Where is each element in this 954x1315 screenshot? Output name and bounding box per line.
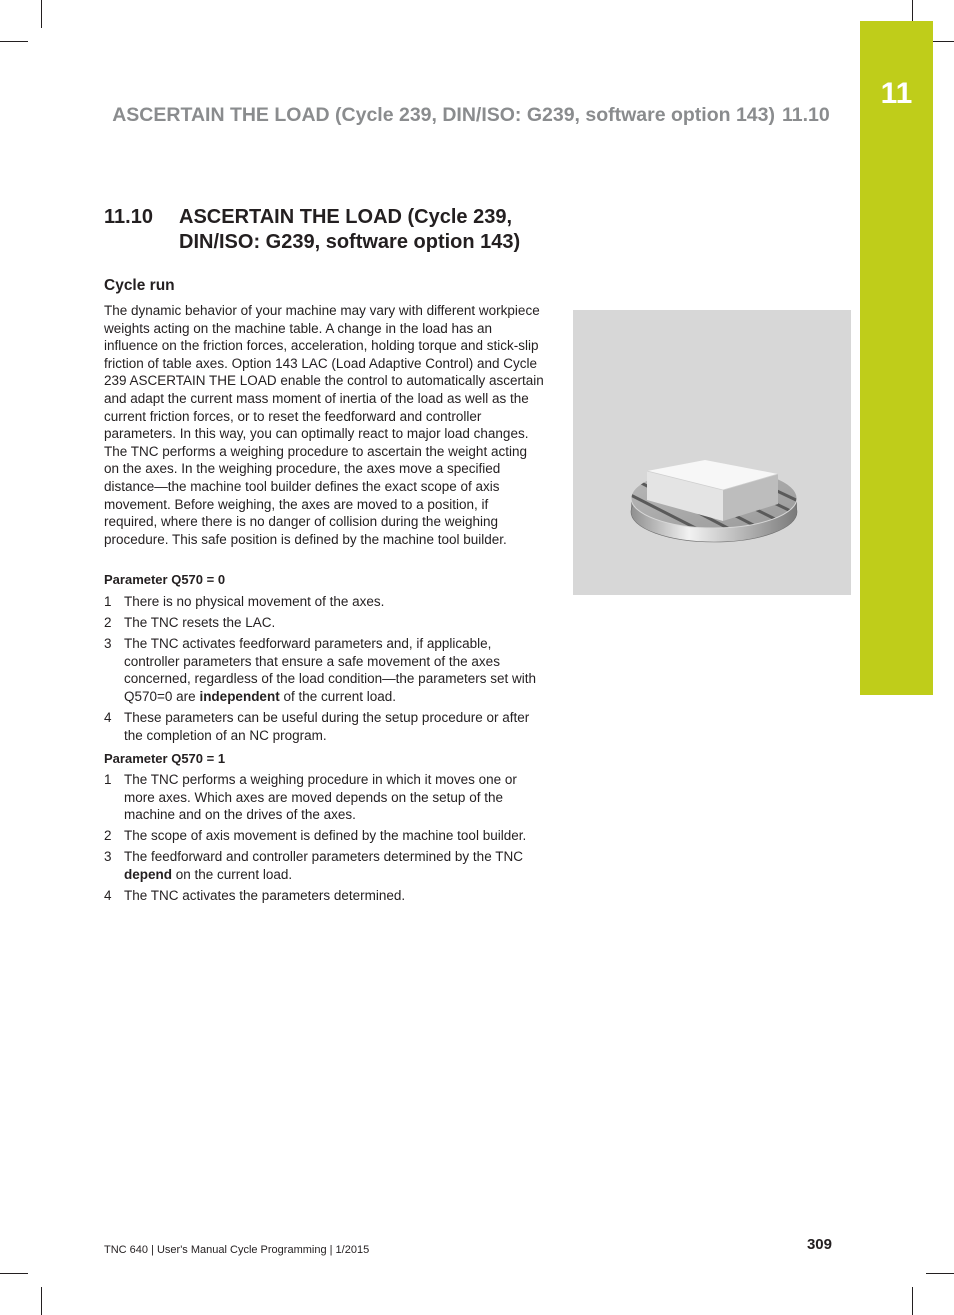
list-item: 1 The TNC performs a weighing procedure in which it moves one or more axes. Which axes are moved depends on the setup of the machine and on the drives of the axes.	[104, 772, 517, 823]
list-item: 1 There is no physical movement of the axes.	[104, 594, 385, 609]
chapter-tab	[860, 21, 933, 695]
section-title: ASCERTAIN THE LOAD (Cycle 239, DIN/ISO: G239, software option 143)	[179, 206, 521, 253]
list-item: 4 The TNC activates the parameters determined.	[104, 888, 406, 904]
subsection-heading: Cycle run	[104, 277, 175, 294]
section-number: 11.10	[104, 206, 153, 228]
list-item: 3 The TNC activates feedforward parameters and, if applicable, controller parameters that ensure a safe movement of the axes concerned, regardless of the load condition—the parameters set with Q570=0 are independent of the current load.	[104, 636, 536, 704]
crop-mark	[41, 0, 42, 28]
list-item: 2 The TNC resets the LAC.	[104, 615, 276, 631]
crop-mark	[0, 1273, 28, 1274]
crop-mark	[912, 1287, 913, 1315]
chapter-number: 11	[880, 77, 913, 110]
crop-mark	[0, 41, 28, 42]
emphasis: independent	[199, 688, 280, 704]
cycle-run-paragraph	[104, 302, 544, 548]
running-header-title: ASCERTAIN THE LOAD (Cycle 239, DIN/ISO: G239, software option 143)	[112, 104, 775, 126]
footer-text: TNC 640 | User's Manual Cycle Programming | 1/2015	[104, 1244, 370, 1256]
emphasis: depend	[124, 866, 173, 882]
param-q570-1-heading: Parameter Q570 = 1	[104, 751, 226, 766]
list-item: 3 The feedforward and controller parameters determined by the TNC depend on the current load.	[104, 849, 523, 882]
running-header-section: 11.10	[782, 104, 830, 126]
crop-mark	[926, 1273, 954, 1274]
rotary-table-illustration	[573, 310, 851, 595]
param-q570-1-steps	[104, 771, 544, 908]
param-q570-0-heading: Parameter Q570 = 0	[104, 572, 226, 587]
param-q570-0-steps	[104, 593, 544, 748]
crop-mark	[41, 1287, 42, 1315]
paragraph-text: The dynamic behavior of your machine may vary with different workpiece weights acting on the machine table. A change in the load has an influence on the friction forces, acceleration, holding torque and stick-slip friction of table axes. Option 143 LAC (Load Adaptive Control) and Cycle 239 ASCERTAIN THE LOAD enable the control to automatically ascertain and adapt the current mass moment of inertia of the load as well as the current friction forces, or to reset the feedforward and controller parameters. In this way, you can optimally react to major load changes. The TNC performs a weighing procedure to ascertain the weight acting on the axes. In the weighing procedure, the axes move a specified distance—the machine tool builder defines the exact scope of axis movement. Before weighing, the axes are moved to a position, if required, where there is no danger of collision during the weighing procedure. This safe position is defined by the machine tool builder.	[104, 303, 544, 547]
list-item: 4 These parameters can be useful during the setup procedure or after the completion of an NC program.	[104, 710, 530, 743]
page-number: 309	[806, 1236, 832, 1253]
rotary-table-figure	[573, 310, 851, 595]
list-item: 2 The scope of axis movement is defined by the machine tool builder.	[104, 828, 527, 844]
